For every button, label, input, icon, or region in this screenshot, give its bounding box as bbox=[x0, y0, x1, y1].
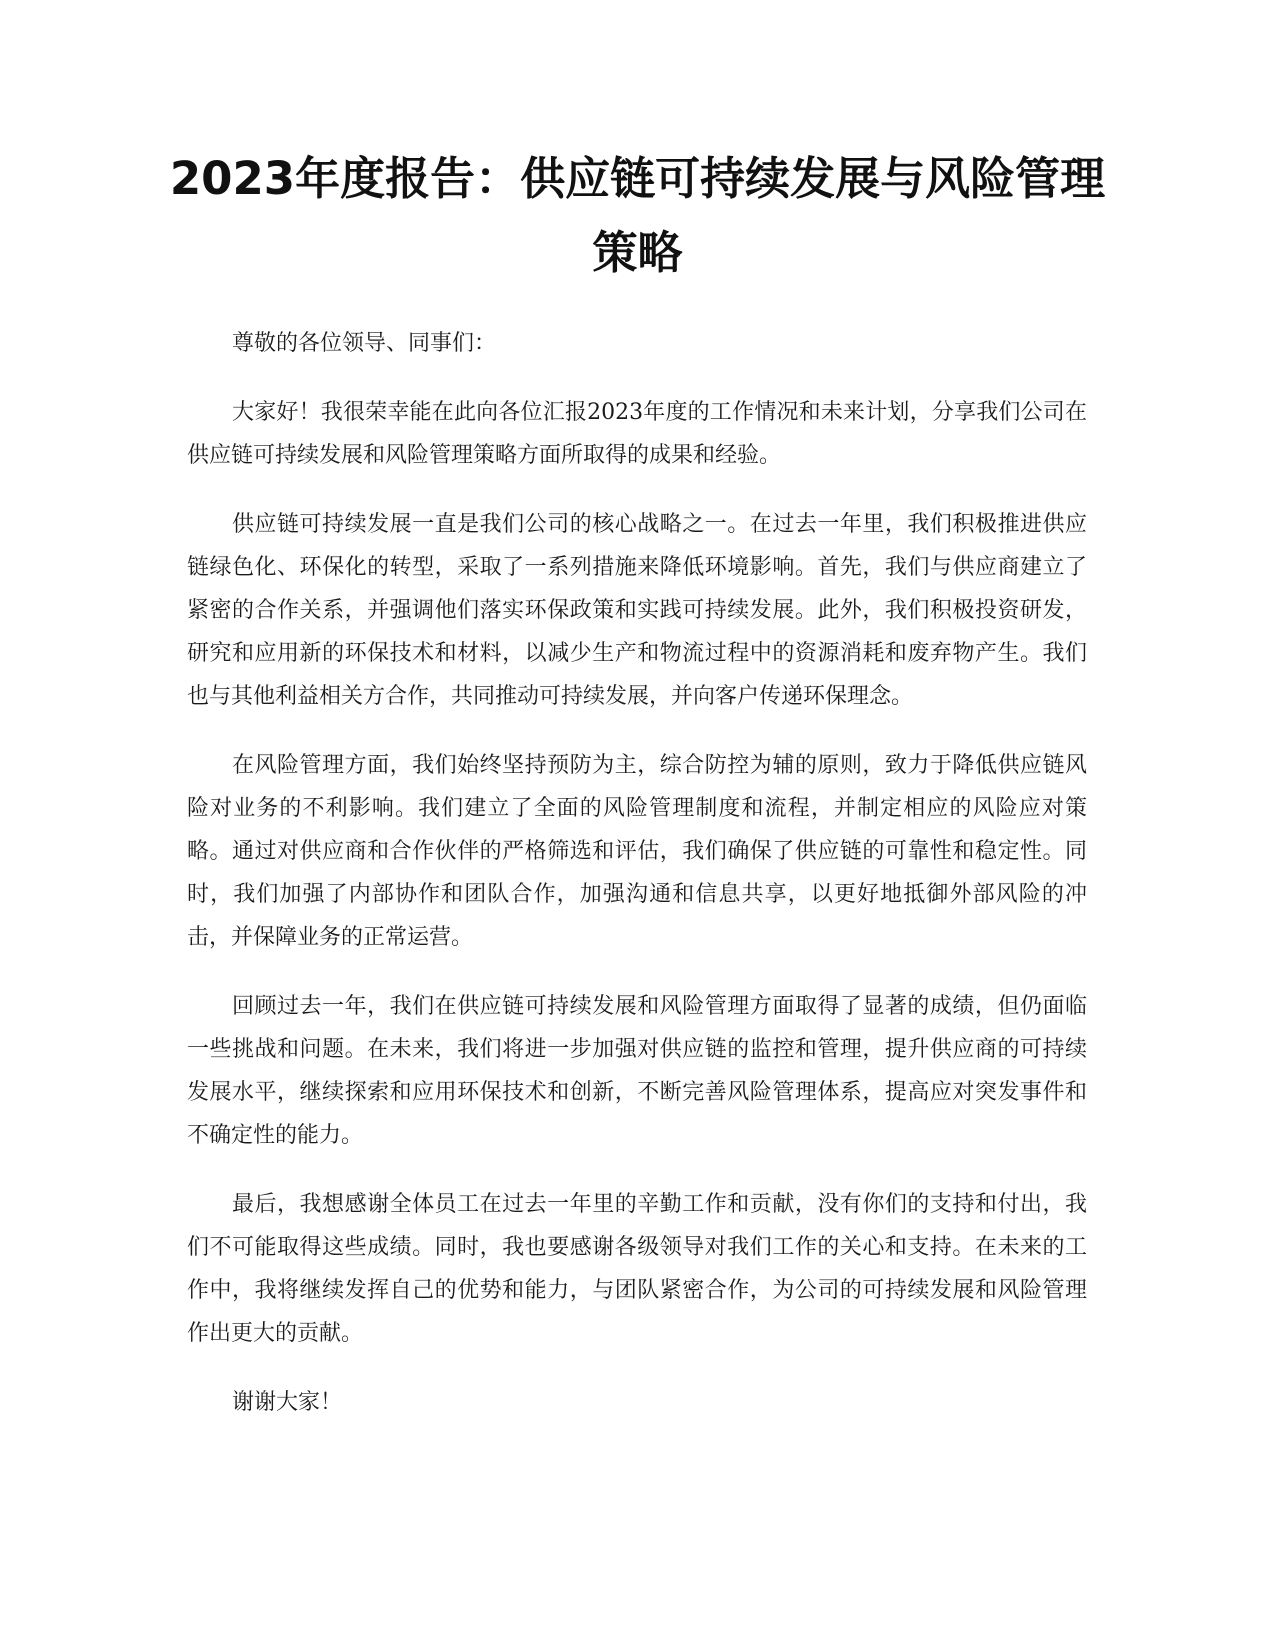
document-body bbox=[187, 322, 1087, 1450]
salutation-paragraph: 尊敬的各位领导、同事们： bbox=[232, 331, 497, 356]
review-paragraph: 回顾过去一年，我们在供应链可持续发展和风险管理方面取得了显著的成绩，但仍面临一些挑战和问题。在未来，我们将进一步加强对供应链的监控和管理，提升供应商的可持续发展水平，继续探索和应用环保技术和创新，不断完善风险管理体系，提高应对突发事件和不确定性的能力。 bbox=[187, 994, 1087, 1148]
opening-paragraph: 大家好！我很荣幸能在此向各位汇报2023年度的工作情况和未来计划，分享我们公司在供应链可持续发展和风险管理策略方面所取得的成果和经验。 bbox=[187, 400, 1087, 468]
sustainability-paragraph: 供应链可持续发展一直是我们公司的核心战略之一。在过去一年里，我们积极推进供应链绿色化、环保化的转型，采取了一系列措施来降低环境影响。首先，我们与供应商建立了紧密的合作关系，并强调他们落实环保政策和实践可持续发展。此外，我们积极投资研发，研究和应用新的环保技术和材料，以减少生产和物流过程中的资源消耗和废弃物产生。我们也与其他利益相关方合作，共同推动可持续发展，并向客户传递环保理念。 bbox=[187, 512, 1087, 709]
closing-paragraph: 谢谢大家！ bbox=[232, 1390, 343, 1415]
thanks-paragraph: 最后，我想感谢全体员工在过去一年里的辛勤工作和贡献，没有你们的支持和付出，我们不可能取得这些成绩。同时，我也要感谢各级领导对我们工作的关心和支持。在未来的工作中，我将继续发挥自己的优势和能力，与团队紧密合作，为公司的可持续发展和风险管理作出更大的贡献。 bbox=[187, 1192, 1087, 1346]
document-title: 2023年度报告：供应链可持续发展与风险管理策略 bbox=[169, 152, 1106, 279]
risk-management-paragraph: 在风险管理方面，我们始终坚持预防为主，综合防控为辅的原则，致力于降低供应链风险对业务的不利影响。我们建立了全面的风险管理制度和流程，并制定相应的风险应对策略。通过对供应商和合作伙伴的严格筛选和评估，我们确保了供应链的可靠性和稳定性。同时，我们加强了内部协作和团队合作，加强沟通和信息共享，以更好地抵御外部风险的冲击，并保障业务的正常运营。 bbox=[187, 753, 1087, 950]
